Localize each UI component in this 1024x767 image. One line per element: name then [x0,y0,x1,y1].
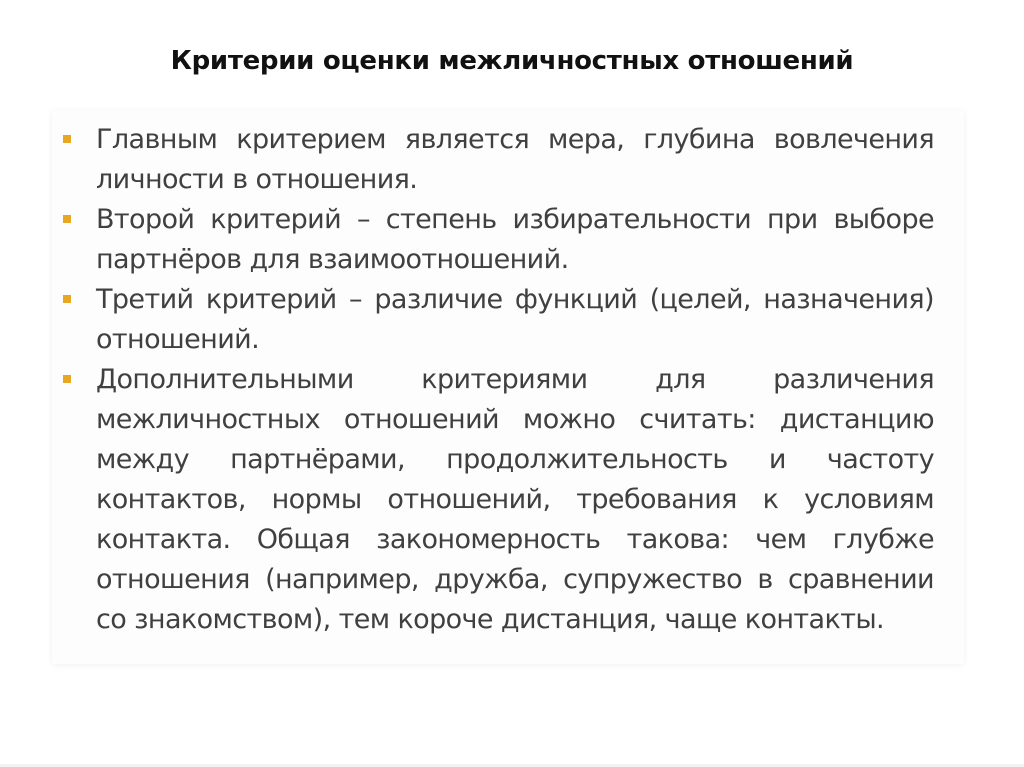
bullet-item-4 [58,360,934,640]
bullet-square-icon [63,295,71,303]
slide-title: Критерии оценки межличностных отношений [170,46,854,76]
bullet-text: Дополнительными критериями для различения межличностных отношений можно считать: дистанцию между партнёрами, продолжительность и частоту контактов, нормы отношений, требования к условиям контакта. Общая закономерность такова: чем глубже отношения (например, дружба, супружество в сравнении со знакомством), тем короче дистанция, чаще контакты. [96,364,934,635]
bullet-item-2 [58,200,934,280]
bullet-square-icon [63,135,71,143]
bullet-square-icon [63,215,71,223]
bullet-item-1 [58,120,934,200]
bullet-text: Второй критерий – степень избирательности при выборе партнёров для взаимоотношений. [96,204,934,275]
bullet-text: Третий критерий – различие функций (целей, назначения) отношений. [96,284,934,355]
bullet-square-icon [63,375,71,383]
bullet-list [58,120,934,640]
bullet-text: Главным критерием является мера, глубина вовлечения личности в отношения. [96,124,934,195]
bullet-item-3 [58,280,934,360]
